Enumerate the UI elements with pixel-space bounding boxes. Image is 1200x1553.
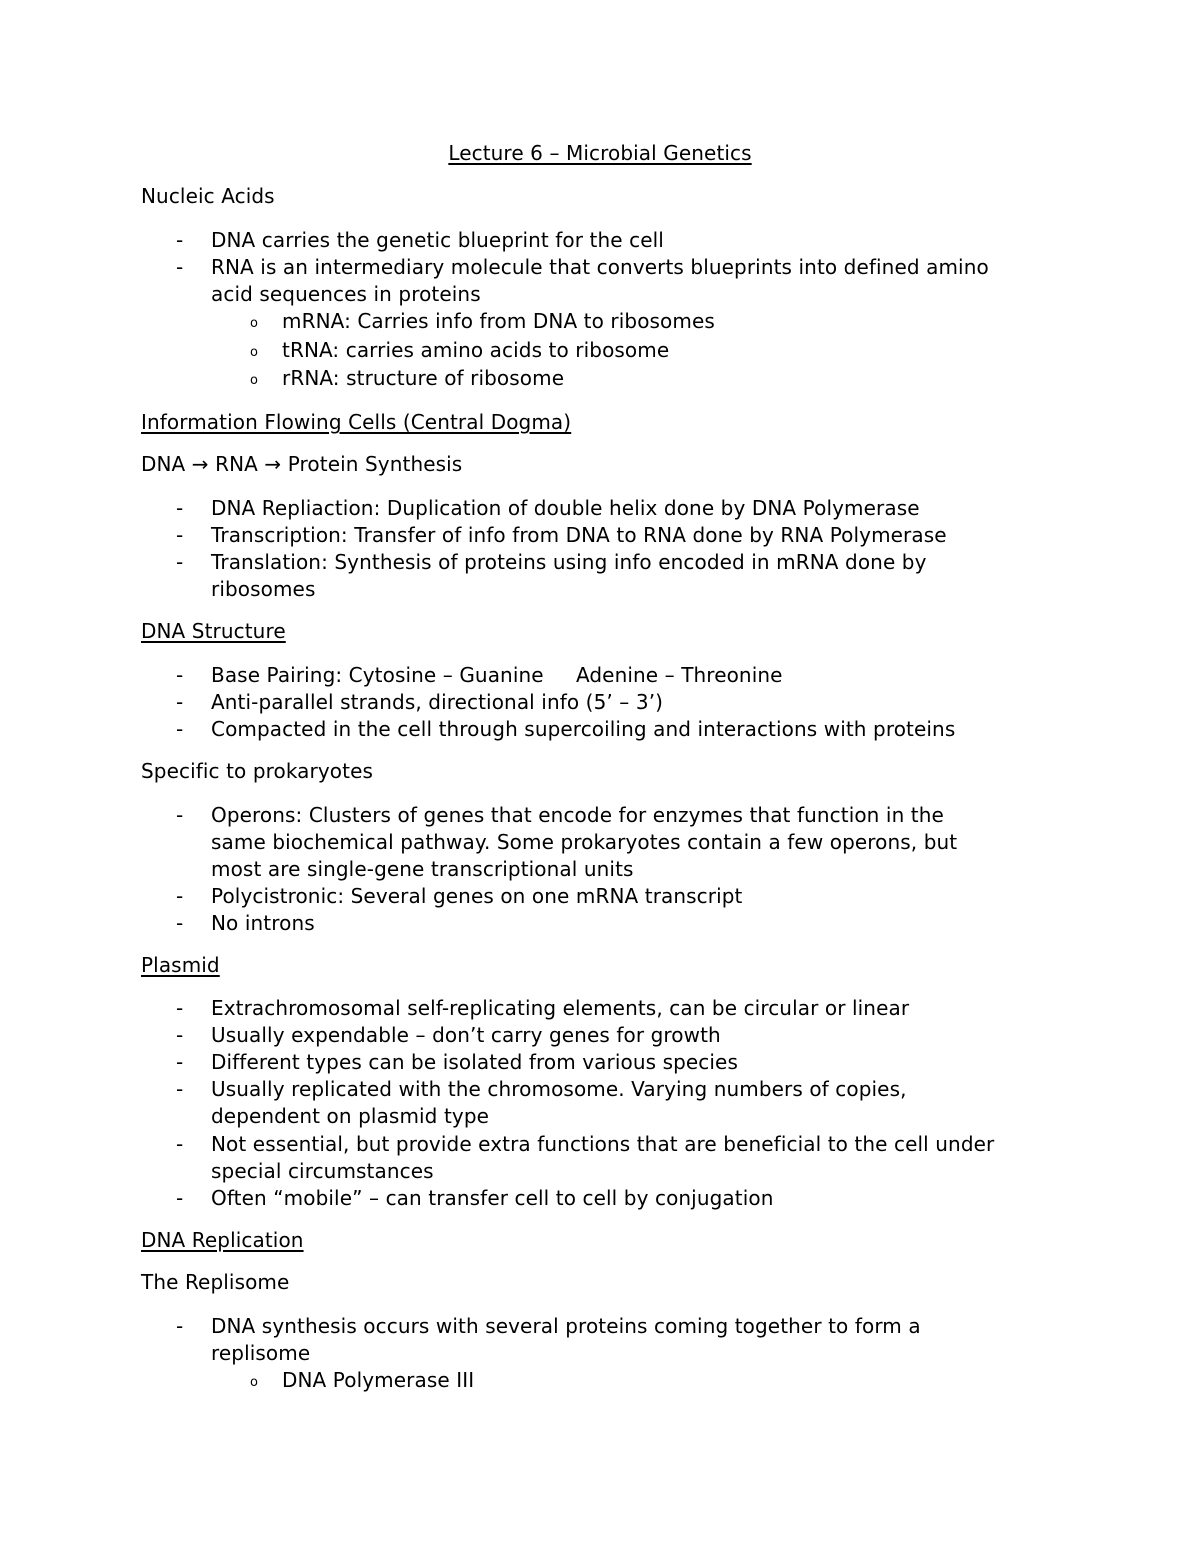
sub-bullet-marker: o bbox=[250, 316, 259, 331]
bullet-dash: - bbox=[176, 690, 184, 714]
bullet-text: Different types can be isolated from various species bbox=[211, 1050, 738, 1074]
section-heading-plasmid: Plasmid bbox=[141, 953, 220, 977]
bullet-dash: - bbox=[176, 1077, 184, 1101]
subsection-heading-replisome: The Replisome bbox=[141, 1270, 290, 1294]
section-heading-prokaryotes: Specific to prokaryotes bbox=[141, 759, 373, 783]
bullet-dash: - bbox=[176, 884, 184, 908]
section-heading-nucleic-acids: Nucleic Acids bbox=[141, 184, 275, 208]
bullet-text-continued: most are single-gene transcriptional units bbox=[211, 857, 634, 881]
bullet-dash: - bbox=[176, 523, 184, 547]
bullet-text: Usually replicated with the chromosome. Varying numbers of copies, bbox=[211, 1077, 907, 1101]
section-heading-central-dogma: Information Flowing Cells (Central Dogma) bbox=[141, 410, 572, 434]
bullet-text: Usually expendable – don’t carry genes for growth bbox=[211, 1023, 721, 1047]
bullet-dash: - bbox=[176, 803, 184, 827]
bullet-dash: - bbox=[176, 1186, 184, 1210]
bullet-text: Base Pairing: Cytosine – Guanine Adenine – Threonine bbox=[211, 663, 783, 687]
bullet-dash: - bbox=[176, 1314, 184, 1338]
section-heading-dna-replication: DNA Replication bbox=[141, 1228, 304, 1252]
bullet-text: Translation: Synthesis of proteins using info encoded in mRNA done by bbox=[211, 550, 927, 574]
section-heading-dna-structure: DNA Structure bbox=[141, 619, 286, 643]
bullet-text-continued: special circumstances bbox=[211, 1159, 434, 1183]
bullet-text: Extrachromosomal self-replicating elements, can be circular or linear bbox=[211, 996, 910, 1020]
bullet-text: DNA synthesis occurs with several proteins coming together to form a bbox=[211, 1314, 921, 1338]
sub-bullet-marker: o bbox=[250, 373, 259, 388]
bullet-text: Often “mobile” – can transfer cell to cell by conjugation bbox=[211, 1186, 774, 1210]
sub-bullet-text: mRNA: Carries info from DNA to ribosomes bbox=[282, 309, 715, 333]
bullet-text: Transcription: Transfer of info from DNA to RNA done by RNA Polymerase bbox=[211, 523, 947, 547]
bullet-text: Anti-parallel strands, directional info (5’ – 3’) bbox=[211, 690, 664, 714]
bullet-dash: - bbox=[176, 228, 184, 252]
bullet-dash: - bbox=[176, 255, 184, 279]
bullet-text-continued: ribosomes bbox=[211, 577, 316, 601]
bullet-dash: - bbox=[176, 996, 184, 1020]
bullet-text-continued: dependent on plasmid type bbox=[211, 1104, 490, 1128]
page-title: Lecture 6 – Microbial Genetics bbox=[448, 141, 752, 165]
sub-bullet-marker: o bbox=[250, 345, 259, 360]
sub-bullet-text: tRNA: carries amino acids to ribosome bbox=[282, 338, 670, 362]
flow-text: DNA → RNA → Protein Synthesis bbox=[141, 452, 463, 476]
bullet-dash: - bbox=[176, 911, 184, 935]
bullet-dash: - bbox=[176, 717, 184, 741]
bullet-dash: - bbox=[176, 663, 184, 687]
bullet-text: DNA carries the genetic blueprint for the cell bbox=[211, 228, 664, 252]
bullet-text-continued: acid sequences in proteins bbox=[211, 282, 481, 306]
bullet-text: DNA Repliaction: Duplication of double helix done by DNA Polymerase bbox=[211, 496, 920, 520]
bullet-dash: - bbox=[176, 1023, 184, 1047]
bullet-dash: - bbox=[176, 496, 184, 520]
bullet-dash: - bbox=[176, 1050, 184, 1074]
bullet-text: RNA is an intermediary molecule that converts blueprints into defined amino bbox=[211, 255, 989, 279]
sub-bullet-marker: o bbox=[250, 1375, 259, 1390]
bullet-text: Compacted in the cell through supercoiling and interactions with proteins bbox=[211, 717, 956, 741]
sub-bullet-text: DNA Polymerase III bbox=[282, 1368, 475, 1392]
bullet-text: No introns bbox=[211, 911, 315, 935]
bullet-dash: - bbox=[176, 1132, 184, 1156]
bullet-dash: - bbox=[176, 550, 184, 574]
bullet-text: Operons: Clusters of genes that encode for enzymes that function in the bbox=[211, 803, 944, 827]
bullet-text-continued: same biochemical pathway. Some prokaryotes contain a few operons, but bbox=[211, 830, 958, 854]
bullet-text-continued: replisome bbox=[211, 1341, 311, 1365]
sub-bullet-text: rRNA: structure of ribosome bbox=[282, 366, 565, 390]
bullet-text: Polycistronic: Several genes on one mRNA transcript bbox=[211, 884, 743, 908]
bullet-text: Not essential, but provide extra functions that are beneficial to the cell under bbox=[211, 1132, 995, 1156]
